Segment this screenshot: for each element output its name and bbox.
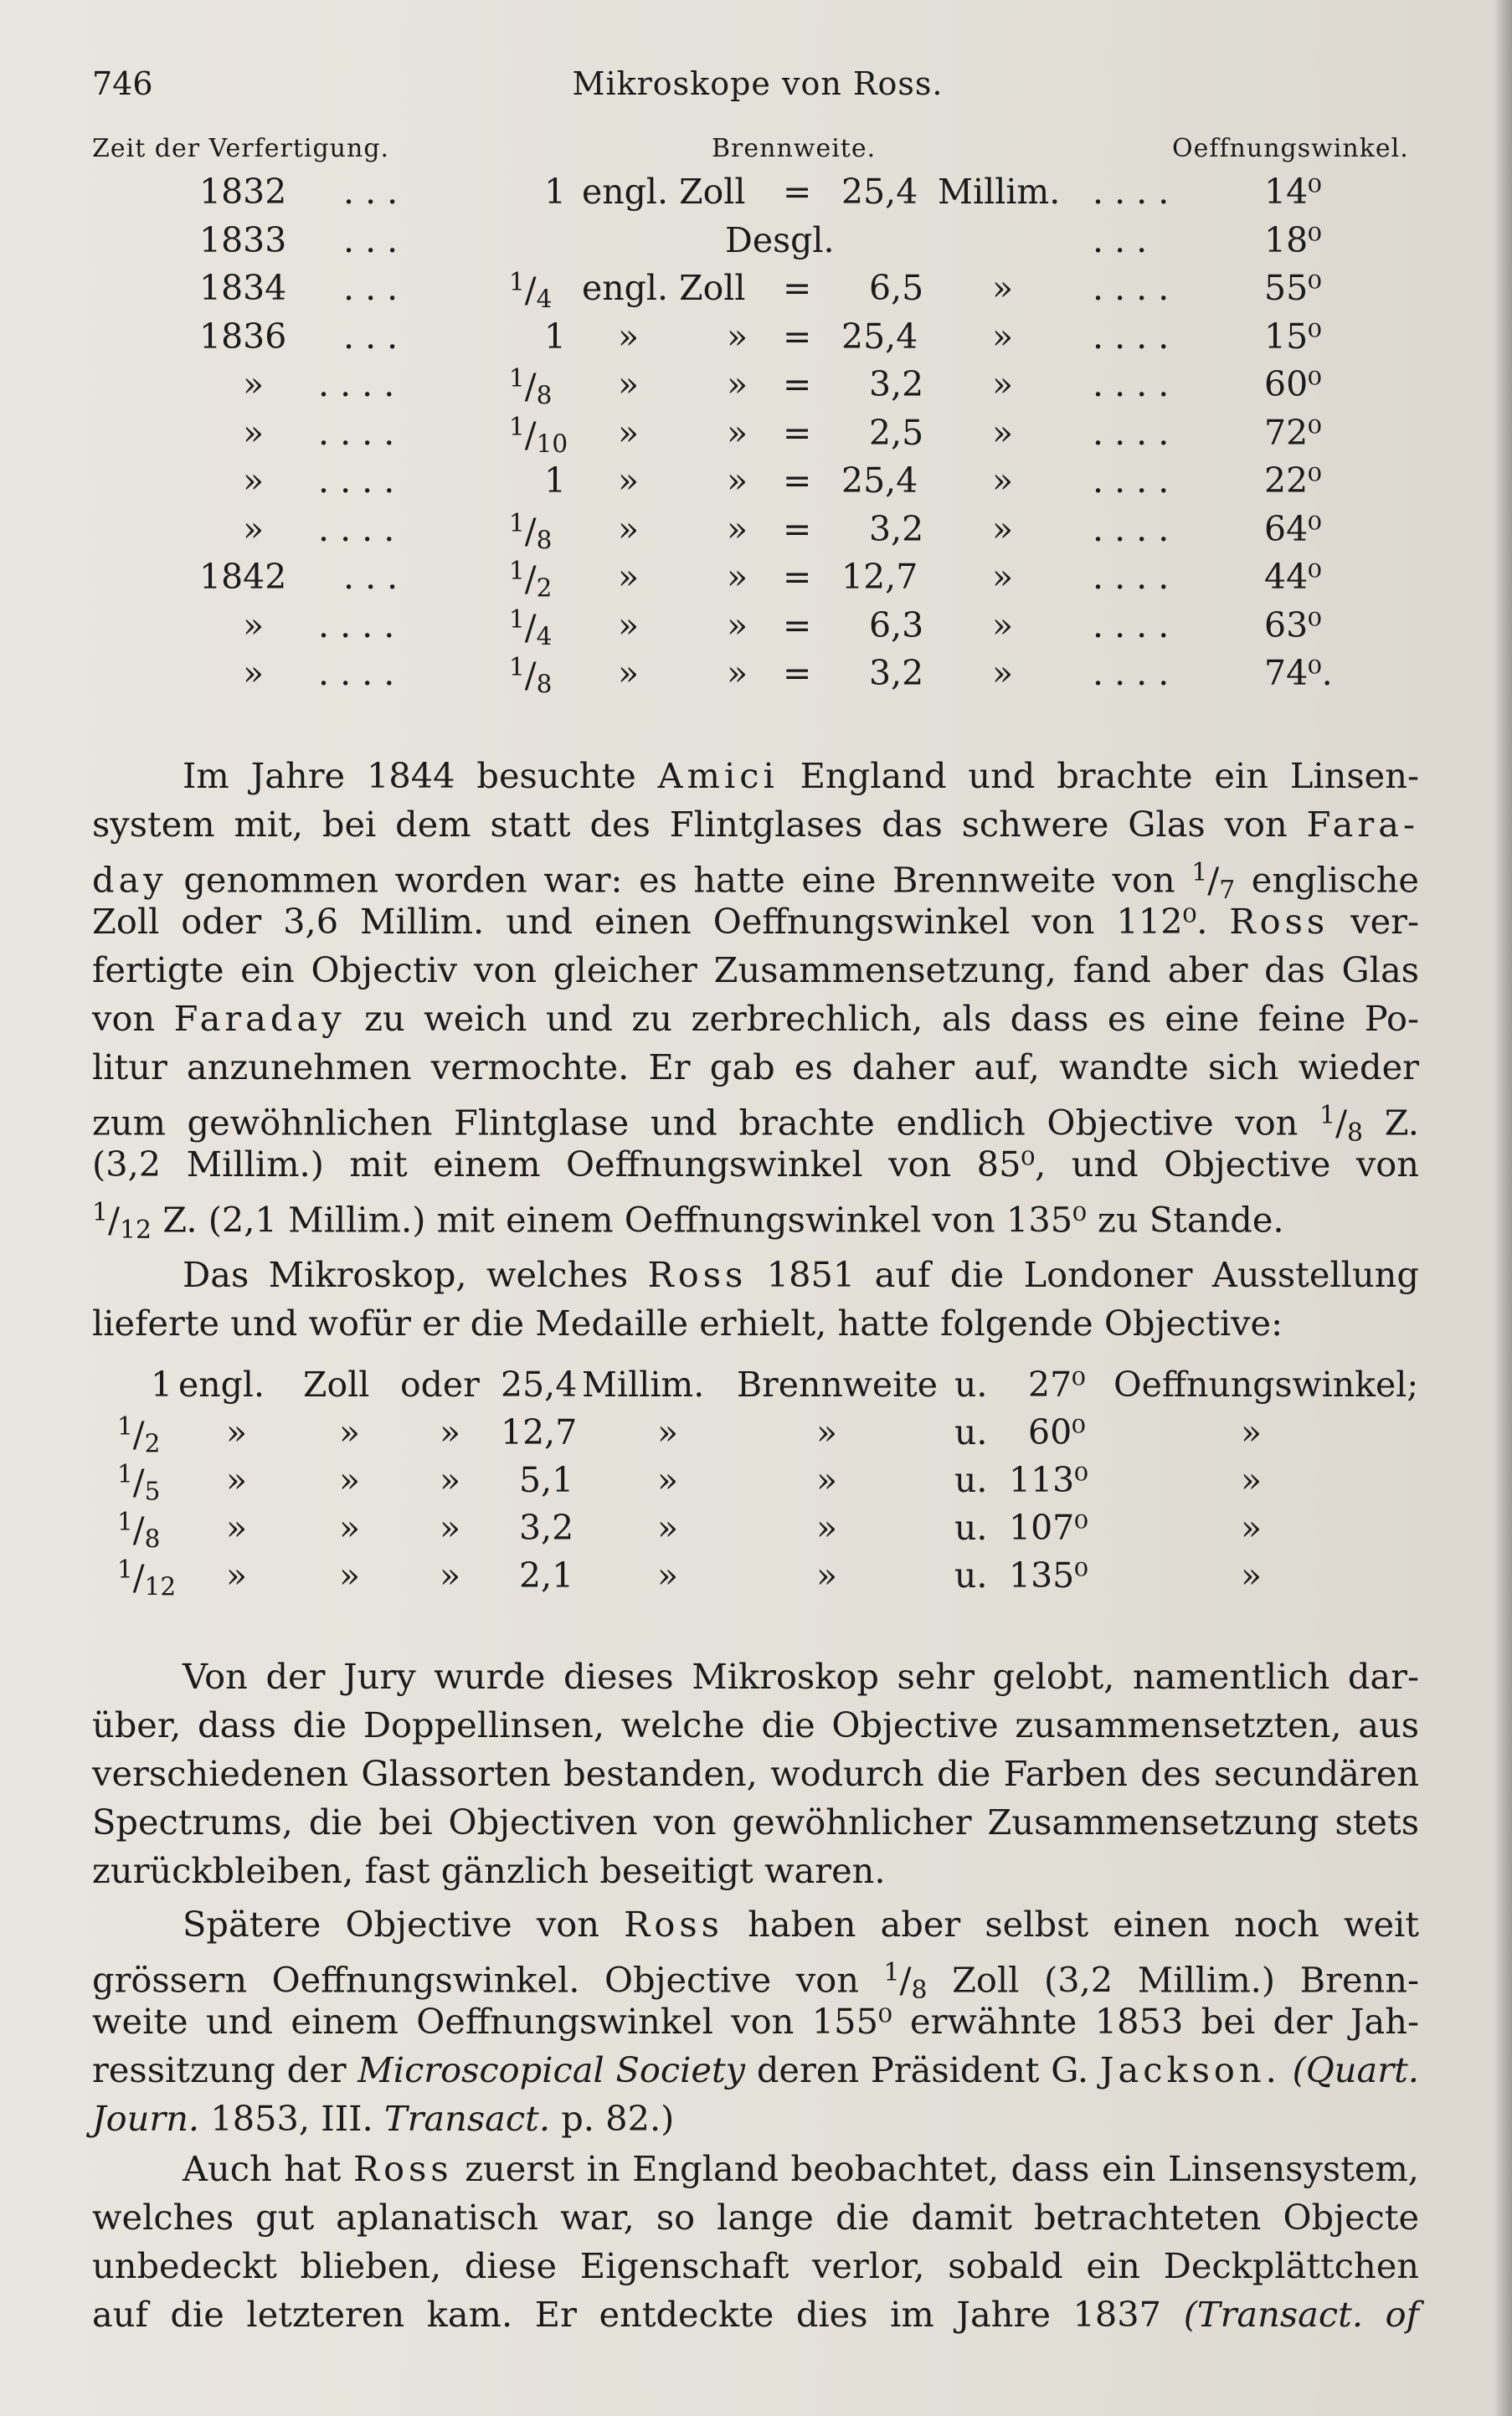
mm-unit: » [992,268,1014,308]
table-row [0,220,1512,267]
text: u. [954,1508,988,1548]
equals-sign: = [783,604,812,645]
equals-sign: = [783,653,812,693]
text-line: welches gut aplanatisch war, so lange die damit betrachteten Objecte [92,2197,1419,2238]
fraction-numerator: 1 [883,1958,900,1987]
ditto-mark: » [727,604,748,645]
text: system mit, bei dem statt des Flintglases das schwere Glas von [92,804,1288,845]
text: Spätere Objective von [183,1904,599,1945]
text: von [92,998,156,1039]
ditto-mark: » [440,1412,461,1452]
focal-mm: 2,1 [519,1555,574,1596]
year-cell: 1834 [199,268,287,308]
table-row [0,605,1512,652]
mm-unit: » [992,316,1014,357]
angle-cell: 55⁰ [1264,268,1322,308]
fraction: $^1$/5 [117,1460,161,1506]
leader-dots: . . . [1093,219,1148,260]
equals-sign: = [783,412,812,453]
table-row [0,172,1512,218]
fraction: $^1$/2 [117,1412,161,1458]
mm-unit: » [992,364,1014,404]
mm-unit: » [992,412,1014,453]
fraction-denominator: 8 [1347,1118,1364,1148]
text-line: unbedeckt blieben, diese Eigenschaft verlor, sobald ein Deckplättchen [92,2245,1419,2286]
journal-ref: (Quart. [1292,2049,1419,2090]
angle-cell: 44⁰ [1264,557,1322,597]
ditto-mark: » [618,508,640,549]
leader-dots: . . . . [1093,412,1170,453]
ditto-mark: » [727,412,748,453]
text: ressitzung der [92,2049,347,2090]
ditto-mark: » [1241,1460,1263,1500]
text: oder [400,1365,480,1405]
ditto-mark: » [618,364,640,404]
leader-dots: . . . . [1093,268,1170,308]
equals-sign: = [783,364,812,404]
ditto-mark: » [618,653,640,693]
ditto-mark: » [816,1555,838,1596]
name-ross: Ross [624,1904,723,1945]
ditto-mark: » [618,412,640,453]
fraction: $^1$/10 [509,412,568,459]
ditto-mark: » [816,1460,838,1500]
angle-cell: 60⁰ [1264,364,1322,404]
text: grössern Oeffnungswinkel. Objective von [92,1959,859,2001]
leader-dots: . . . . [318,508,395,549]
focal-unit: engl. Zoll [582,172,746,212]
ditto-mark: » [727,316,748,357]
leader-dots: . . . . [1093,172,1170,212]
text: auf die letzteren kam. Er entdeckte dies im Jahre 1837 [92,2294,1162,2335]
focal-unit: engl. Zoll [582,268,746,308]
text: u. [954,1555,988,1596]
text: Auch hat [183,2148,342,2189]
leader-dots: . . . . [1093,604,1170,645]
ditto-mark: » [657,1555,679,1596]
angle-cell: 60⁰ [1028,1412,1086,1452]
journal-ref: (Transact. of [1183,2294,1419,2335]
name-faraday: day [92,859,167,901]
text-line: zurückbleiben, fast gänzlich beseitigt waren. [92,1850,886,1891]
paragraph-cover-glass [92,2145,1419,2339]
ditto-mark: » [339,1508,361,1548]
angle-cell: 63⁰ [1264,604,1322,645]
fraction-numerator: 1 [509,508,525,537]
leader-dots: . . . [343,219,399,260]
ditto-mark: » [440,1555,461,1596]
ditto-mark: » [226,1460,248,1500]
fraction-numerator: 1 [117,1508,133,1536]
table-row [0,364,1512,411]
angle-cell: 74⁰. [1264,653,1333,693]
ditto-mark: » [1241,1412,1263,1452]
fraction: $^1$/8 [509,508,553,555]
text: zu weich und zu zerbrechlich, als dass es eine feine Po- [364,998,1419,1039]
ditto-mark: » [816,1508,838,1548]
ditto-mark: » [657,1460,679,1500]
angle-cell: 15⁰ [1264,316,1322,357]
fraction-denominator: 4 [536,622,553,651]
text: Brennweite [737,1365,939,1405]
equals-sign: = [783,460,812,501]
text: Zoll oder 3,6 Millim. und einen Oeffnungswinkel von 112⁰. [92,901,1208,942]
focal-mm: 25,4 [841,316,918,357]
leader-dots: . . . . [1093,364,1170,404]
table-row [0,1508,1512,1555]
journal-ref: Journ. [92,2098,200,2139]
fraction-denominator: 2 [536,573,553,603]
fraction: $^1$/8 [117,1508,161,1554]
fraction-denominator: 8 [911,1975,928,2005]
leader-dots: . . . . [318,364,395,404]
fraction-numerator: 1 [509,412,525,441]
running-title: Mikroskope von Ross. [572,65,944,102]
leader-dots: . . . . [1093,316,1170,357]
fraction: $^1$/8 [509,364,553,410]
text: englische [1251,859,1419,901]
angle-cell: 27⁰ [1028,1365,1086,1405]
unit-cell: Zoll [303,1365,370,1405]
fraction-numerator: 1 [117,1460,133,1488]
equals-sign: = [783,557,812,597]
text-line: weite und einem Oeffnungswinkel von 155⁰ erwähnte 1853 bei der Jah- [92,2001,1419,2042]
fraction: $^1$/8 [509,653,553,699]
year-cell: » [243,604,265,645]
text-line: Spectrums, die bei Objectiven von gewöhnlicher Zusammensetzung stets [92,1802,1419,1843]
focal-num: 1 [544,316,567,357]
leader-dots: . . . [343,316,399,357]
fraction-numerator: 1 [1191,858,1208,887]
paragraph-jury [92,1653,1419,1895]
fraction-denominator: 4 [536,285,553,314]
text: 1851 auf die Londoner Ausstellung [766,1254,1419,1295]
equals-sign: = [783,508,812,549]
leader-dots: . . . . [318,460,395,501]
fraction-denominator: 7 [1219,875,1236,905]
paragraph-exhibition [92,1251,1419,1348]
text-line: Von der Jury wurde dieses Mikroskop sehr gelobt, namentlich dar- [183,1656,1419,1697]
text: Im Jahre 1844 besuchte [183,755,636,796]
text: deren Präsident G. [756,2049,1089,2090]
unit-cell: Millim. [582,1365,705,1405]
focal-mm: 6,3 [869,604,924,645]
running-head [92,65,1423,116]
ditto-mark: » [727,460,748,501]
angle-cell: 18⁰ [1264,219,1322,260]
objective-size: 1 [151,1365,173,1405]
text-line: verschiedenen Glassorten bestanden, wodurch die Farben des secundären [92,1753,1419,1794]
table-row [0,1460,1512,1507]
table-row [0,1412,1512,1459]
text: u. [954,1365,988,1405]
leader-dots: . . . [343,268,399,308]
mm-unit: » [992,653,1014,693]
text: Zoll (3,2 Millim.) Brenn- [952,1959,1419,2001]
fraction: $^1$/7 [1191,858,1236,905]
angle-cell: 107⁰ [1009,1508,1088,1548]
ditto-mark: » [339,1555,361,1596]
text-line: (3,2 Millim.) mit einem Oeffnungswinkel von 85⁰, und Objective von [92,1144,1419,1185]
leader-dots: . . . . [318,653,395,693]
focal-mm: 25,4 [841,172,918,212]
angle-cell: 113⁰ [1009,1460,1088,1500]
text: haben aber selbst einen noch weit [748,1904,1419,1945]
focal-mm: 5,1 [519,1460,574,1500]
paragraph-amici [92,752,1419,1245]
fraction-numerator: 1 [509,364,525,393]
mm-unit: » [992,557,1014,597]
table-row [0,557,1512,604]
name-ross: Ross [352,2148,453,2189]
text: genommen worden war: es hatte eine Brennweite von [183,859,1175,901]
equals-sign: = [783,316,812,357]
year-cell: » [243,653,265,693]
fraction-numerator: 1 [1319,1101,1336,1130]
text-line: litur anzunehmen vermochte. Er gab es daher auf, wandte sich wieder [92,1046,1419,1087]
angle-cell: 14⁰ [1264,172,1322,212]
angle-cell: 64⁰ [1264,508,1322,549]
focal-mm: 3,2 [869,364,924,404]
fraction: $^1$/4 [509,268,553,314]
fraction-numerator: 1 [509,604,525,634]
mm-unit: Millim. [938,172,1061,212]
focal-mm: 3,2 [869,653,924,693]
ditto-mark: » [657,1412,679,1452]
ditto-mark: » [618,604,640,645]
mm-unit: » [992,508,1014,549]
table-row [0,316,1512,363]
fraction-denominator: 10 [536,429,568,459]
text: Das Mikroskop, welches [183,1254,629,1295]
text: England und brachte ein Linsen- [800,755,1419,796]
text-line: lieferte und wofür er die Medaille erhielt, hatte folgende Objective: [92,1303,1283,1344]
fraction-denominator: 12 [120,1215,152,1245]
society-name: Microscopical Society [357,2049,746,2090]
year-cell: » [243,460,265,501]
text: ver- [1350,901,1419,942]
fraction-denominator: 8 [144,1524,161,1554]
name-ross: Ross [1229,901,1329,942]
table-row [0,460,1512,507]
leader-dots: . . . . [1093,557,1170,597]
fraction: $^1$/8 [1319,1101,1364,1148]
ditto-mark: » [727,557,748,597]
angle-cell: 72⁰ [1264,412,1322,453]
ditto-mark: » [618,557,640,597]
text: u. [954,1460,988,1500]
ditto-mark: » [816,1412,838,1452]
year-cell: 1832 [199,172,287,212]
mm-unit: » [992,604,1014,645]
table-row [0,413,1512,460]
fraction-numerator: 1 [509,268,525,296]
ditto-mark: » [440,1460,461,1500]
fraction: $^1$/12 [117,1555,177,1601]
angle-cell: 22⁰ [1264,460,1322,501]
fraction: $^1$/4 [509,604,553,651]
page-number: 746 [92,65,153,102]
name-ross: Ross [647,1254,748,1295]
focal-mm: 6,5 [869,268,924,308]
ditto-mark: » [1241,1508,1263,1548]
ditto-mark: » [618,460,640,501]
table-row [0,653,1512,700]
year-cell: » [243,364,265,404]
ditto-mark: » [657,1508,679,1548]
year-cell: » [243,412,265,453]
year-cell: 1842 [199,557,287,597]
focal-mm: 2,5 [869,412,924,453]
ditto-mark: » [226,1508,248,1548]
leader-dots: . . . . [1093,460,1170,501]
text: zuerst in England beobachtet, dass ein Linsensystem, [465,2148,1419,2189]
fraction-numerator: 1 [509,557,525,585]
mm-unit: » [992,460,1014,501]
focal-mm: 25,4 [501,1365,578,1405]
text: Z. [1384,1102,1419,1144]
fraction-denominator: 12 [144,1572,177,1601]
journal-ref: Transact. [383,2098,551,2139]
ditto-mark: » [1241,1555,1263,1596]
leader-dots: . . . . [1093,508,1170,549]
leader-dots: . . . [343,172,399,212]
focal-mm: 3,2 [519,1508,574,1548]
name-amici: Amici [657,755,779,796]
year-cell: 1836 [199,316,287,357]
paragraph-later-objectives [92,1900,1419,2143]
focal-num: 1 [544,460,567,501]
name-jackson: Jackson. [1099,2049,1281,2090]
fraction: $^1$/12 [92,1198,152,1245]
table-row [0,509,1512,556]
text: u. [954,1412,988,1452]
text-line: fertigte ein Objectiv von gleicher Zusammensetzung, fand aber das Glas [92,949,1419,990]
desgl-cell: Desgl. [725,219,835,260]
table-row [0,1555,1512,1602]
fraction: $^1$/8 [883,1958,928,2005]
text: zum gewöhnlichen Flintglase und brachte endlich Objective von [92,1102,1299,1144]
fraction: $^1$/2 [509,557,553,603]
col-header-aperture: Oeffnungswinkel. [1172,134,1409,163]
ditto-mark: » [339,1412,361,1452]
focal-mm: 3,2 [869,508,924,549]
col-header-focal: Brennweite. [712,134,877,163]
fraction-denominator: 8 [536,670,553,699]
fraction-numerator: 1 [117,1412,133,1441]
text: Z. (2,1 Millim.) mit einem Oeffnungswinkel von 135⁰ zu Stande. [162,1199,1284,1241]
ditto-mark: » [727,508,748,549]
fraction-numerator: 1 [117,1555,133,1584]
fraction-denominator: 5 [144,1477,161,1506]
angle-cell: 135⁰ [1009,1555,1088,1596]
leader-dots: . . . . [318,604,395,645]
focal-mm: 12,7 [501,1412,578,1452]
ditto-mark: » [339,1460,361,1500]
ditto-mark: » [226,1412,248,1452]
ditto-mark: » [440,1508,461,1548]
text: Oeffnungswinkel; [1113,1365,1419,1405]
leader-dots: . . . . [1093,653,1170,693]
unit-cell: engl. [178,1365,265,1405]
leader-dots: . . . . [318,412,395,453]
leader-dots: . . . [343,557,399,597]
year-cell: » [243,508,265,549]
equals-sign: = [783,268,812,308]
text-line: über, dass die Doppellinsen, welche die Objective zusammensetzten, aus [92,1704,1419,1745]
name-faraday: Fara- [1306,804,1419,845]
ditto-mark: » [618,316,640,357]
focal-num: 1 [544,172,567,212]
year-cell: 1833 [199,219,287,260]
ditto-mark: » [226,1555,248,1596]
text: 1853, III. [210,2098,373,2139]
fraction-numerator: 1 [509,653,525,681]
ditto-mark: » [727,653,748,693]
col-header-year: Zeit der Verfertigung. [92,134,390,163]
equals-sign: = [783,172,812,212]
focal-mm: 25,4 [841,460,918,501]
table-row [0,268,1512,315]
ditto-mark: » [727,364,748,404]
focal-mm: 12,7 [841,557,918,597]
fraction-denominator: 2 [144,1429,161,1458]
fraction-denominator: 8 [536,526,553,555]
table-row [0,1365,1512,1411]
fraction-denominator: 8 [536,381,553,410]
text: p. 82.) [561,2098,675,2139]
fraction-numerator: 1 [92,1198,109,1227]
name-faraday: Faraday [173,998,346,1039]
